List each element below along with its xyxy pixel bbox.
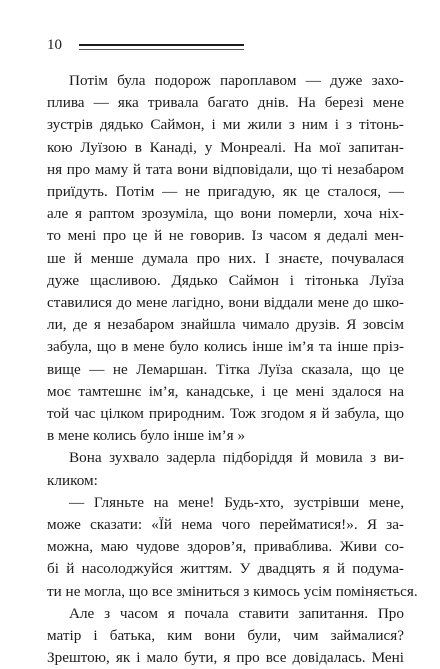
text-line: ли, де я незабаром знайшла чимало друзів. Я зовсім bbox=[47, 316, 404, 334]
text-line: зустрів дядько Саймон, і ми жили з ним і з тітонь- bbox=[47, 116, 404, 134]
text-line: Зрештою, як і мало бути, я про все довідалась. Мені bbox=[47, 649, 404, 667]
header-rule bbox=[79, 44, 244, 46]
text-line: вище — не Лемаршан. Тітка Луїза сказала, що це bbox=[47, 360, 404, 378]
text-line: плива — яка тривала багато днів. На березі мене bbox=[47, 94, 404, 112]
text-line: ше й менше думала про них. І знаєте, почувалася bbox=[47, 249, 404, 267]
text-line: кою Луїзою в Канаді, у Монреалі. На мої запитан- bbox=[47, 138, 404, 156]
text-line: кликом: bbox=[47, 471, 98, 489]
text-line: ня про маму й тата вони відповідали, що ті незабаром bbox=[47, 160, 404, 178]
text-line: моє тамтешнє ім’я, канадське, і це мені здалося на bbox=[47, 382, 404, 400]
text-line: бі й насолоджуйся життям. У двадцять я й подума- bbox=[47, 560, 404, 578]
text-line: матір і батька, ким вони були, чим займалися? bbox=[47, 627, 404, 645]
text-line: можна, маю чудове здоров’я, приваблива. Живи со- bbox=[47, 538, 404, 556]
page-number: 10 bbox=[47, 37, 62, 53]
text-line: — Гляньте на мене! Будь-хто, зустрівши мене, bbox=[69, 493, 404, 511]
text-line: але я раптом зрозуміла, що вони померли, хоча ніх- bbox=[47, 205, 404, 223]
header-rule-thin bbox=[79, 49, 244, 50]
text-line: ставилися до мене лагідно, вони віддали мене до шко- bbox=[47, 294, 404, 312]
text-line: може сказати: «Їй нема чого перейматися!». Я за- bbox=[47, 516, 404, 534]
text-line: забула, що в мене було колись інше ім’я та інше пріз- bbox=[47, 338, 404, 356]
page-header bbox=[39, 36, 249, 54]
text-line: дуже щасливою. Дядько Саймон і тітонька Луїза bbox=[47, 271, 404, 289]
text-line: Але з часом я почала ставити запитання. Про bbox=[69, 604, 404, 622]
text-line: Вона зухвало задерла підборіддя й мовила з ви- bbox=[69, 449, 404, 467]
text-line: Потім була подорож пароплавом — дуже захо- bbox=[69, 72, 404, 89]
text-line: в мене колись було інше ім’я » bbox=[47, 427, 246, 445]
text-line: то мені про це й не говорив. Із часом я дедалі мен- bbox=[47, 227, 404, 245]
text-line: той час цілком природним. Тож згодом я й забула, що bbox=[47, 405, 404, 423]
text-line: ти не могла, що все зміниться з кимось усім поміняється. bbox=[47, 582, 418, 600]
body-text bbox=[47, 70, 418, 669]
text-line: приїдуть. Потім — не пригадую, як це сталося, — bbox=[47, 183, 404, 201]
